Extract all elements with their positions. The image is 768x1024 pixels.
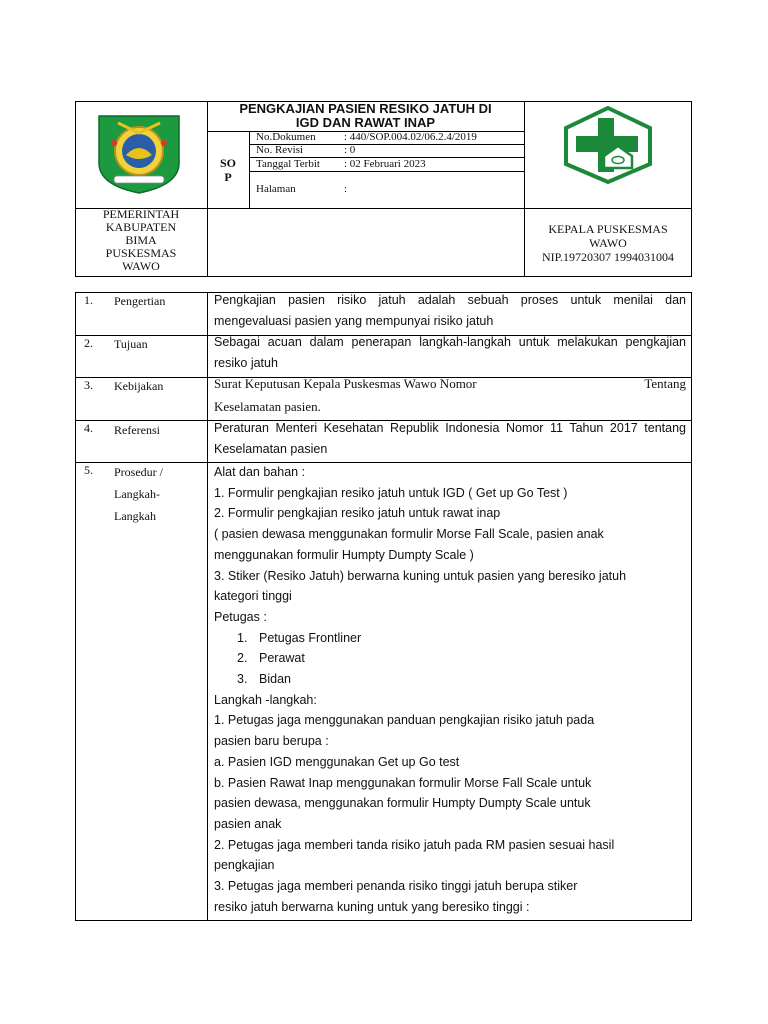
meta-value: : 0 — [344, 144, 356, 156]
label-line: Prosedur / — [114, 465, 163, 479]
label-line: Langkah — [114, 509, 156, 523]
meta-document-number — [256, 131, 477, 143]
procedure-line: 1. Formulir pengkajian resiko jatuh untuk IGD ( Get up Go Test ) — [214, 485, 568, 500]
sop-label-line-1: SO — [219, 156, 236, 170]
meta-label: No. Revisi — [256, 144, 304, 156]
kebijakan-text-b: Tentang — [644, 376, 686, 391]
section-label: Kebijakan — [114, 379, 164, 393]
procedure-content — [214, 462, 688, 917]
step-line: 3. Petugas jaga memberi penanda risiko tinggi jatuh berupa stiker — [214, 879, 578, 894]
head-of-clinic — [525, 222, 691, 264]
step-line: resiko jatuh berwarna kuning untuk yang beresiko tinggi : — [214, 899, 530, 914]
step-line: b. Pasien Rawat Inap menggunakan formulir Morse Fall Scale untuk — [214, 775, 592, 790]
staff-item — [214, 628, 688, 649]
divider — [249, 131, 250, 208]
regency-emblem-icon — [96, 113, 182, 195]
section-label-prosedur — [114, 461, 163, 527]
org-line: BIMA — [125, 233, 157, 247]
section-number: 5. — [84, 463, 93, 477]
procedure-line: Petugas : — [214, 609, 267, 624]
section-text-pengertian: Pengkajian pasien risiko jatuh adalah sebuah proses untuk menilai dan mengevaluasi pasien yang mempunyai risiko jatuh — [214, 293, 686, 328]
meta-revision — [256, 144, 355, 156]
staff-item — [214, 648, 688, 669]
meta-value: : 440/SOP.004.02/06.2.4/2019 — [344, 131, 477, 143]
org-line: PEMERINTAH — [102, 207, 180, 221]
label-line: Langkah- — [114, 487, 160, 501]
step-line: Langkah -langkah: — [214, 692, 317, 707]
step-line: pasien baru berupa : — [214, 734, 329, 749]
org-line: PUSKESMAS — [105, 246, 177, 260]
section-text-referensi: Peraturan Menteri Kesehatan Republik Indonesia Nomor 11 Tahun 2017 tentang Keselamatan pasien — [214, 421, 686, 456]
meta-page — [256, 183, 347, 195]
head-title: KEPALA PUSKESMAS — [548, 222, 668, 236]
procedure-line: 3. Stiker (Resiko Jatuh) berwarna kuning untuk pasien yang beresiko jatuh — [214, 568, 627, 583]
section-number: 1. — [84, 293, 93, 307]
section-text-kebijakan — [214, 376, 686, 392]
sop-label — [208, 156, 248, 184]
title-line-2: IGD DAN RAWAT INAP — [295, 115, 436, 130]
document-title — [207, 102, 524, 130]
org-line: WAWO — [122, 259, 160, 273]
staff-text: Perawat — [259, 651, 305, 666]
meta-label: No.Dokumen — [256, 131, 316, 143]
section-label: Pengertian — [114, 294, 166, 308]
section-text-tujuan: Sebagai acuan dalam penerapan langkah-langkah untuk melakukan pengkajian resiko jatuh — [214, 335, 686, 370]
staff-number: 2. — [237, 651, 248, 666]
step-line: pasien dewasa, menggunakan formulir Humpty Dumpty Scale untuk — [214, 796, 591, 811]
kebijakan-text-c: Keselamatan pasien. — [214, 399, 321, 414]
section-number: 4. — [84, 421, 93, 435]
head-place: WAWO — [589, 236, 627, 250]
section-label: Tujuan — [114, 337, 148, 351]
meta-label: Tanggal Terbit — [256, 158, 320, 170]
meta-value: : 02 Februari 2023 — [344, 158, 426, 170]
kebijakan-text-a: Surat Keputusan Kepala Puskesmas Wawo Nomor — [214, 376, 477, 391]
org-line: KABUPATEN — [105, 220, 177, 234]
procedure-line: Alat dan bahan : — [214, 465, 306, 479]
section-number: 2. — [84, 336, 93, 350]
meta-value: : — [344, 183, 348, 195]
procedure-line: 2. Formulir pengkajian resiko jatuh untuk rawat inap — [214, 506, 501, 521]
procedure-line: menggunakan formulir Humpty Dumpty Scale ) — [214, 547, 474, 562]
procedure-line: kategori tinggi — [214, 589, 292, 604]
staff-number: 3. — [237, 672, 248, 687]
step-line: 1. Petugas jaga menggunakan panduan pengkajian risiko jatuh pada — [214, 713, 595, 728]
section-number: 3. — [84, 378, 93, 392]
staff-item — [214, 669, 688, 690]
meta-issue-date — [256, 158, 426, 170]
puskesmas-cross-icon — [562, 106, 654, 184]
step-line: 2. Petugas jaga memberi tanda risiko jatuh pada RM pasien sesuai hasil — [214, 837, 615, 852]
meta-label: Halaman — [256, 183, 296, 195]
staff-text: Bidan — [259, 672, 291, 687]
step-line: a. Pasien IGD menggunakan Get up Go test — [214, 754, 460, 769]
section-label: Referensi — [114, 423, 160, 437]
title-line-1: PENGKAJIAN PASIEN RESIKO JATUH DI — [239, 101, 492, 116]
step-line: pasien anak — [214, 816, 282, 831]
divider — [249, 171, 524, 172]
staff-number: 1. — [237, 630, 248, 645]
head-nip: NIP.19720307 1994031004 — [541, 250, 674, 264]
procedure-line: ( pasien dewasa menggunakan formulir Morse Fall Scale, pasien anak — [214, 527, 604, 542]
divider — [207, 292, 208, 921]
staff-text: Petugas Frontliner — [259, 630, 362, 645]
step-line: pengkajian — [214, 858, 275, 873]
sop-label-line-2: P — [224, 170, 232, 184]
government-org — [76, 208, 206, 273]
